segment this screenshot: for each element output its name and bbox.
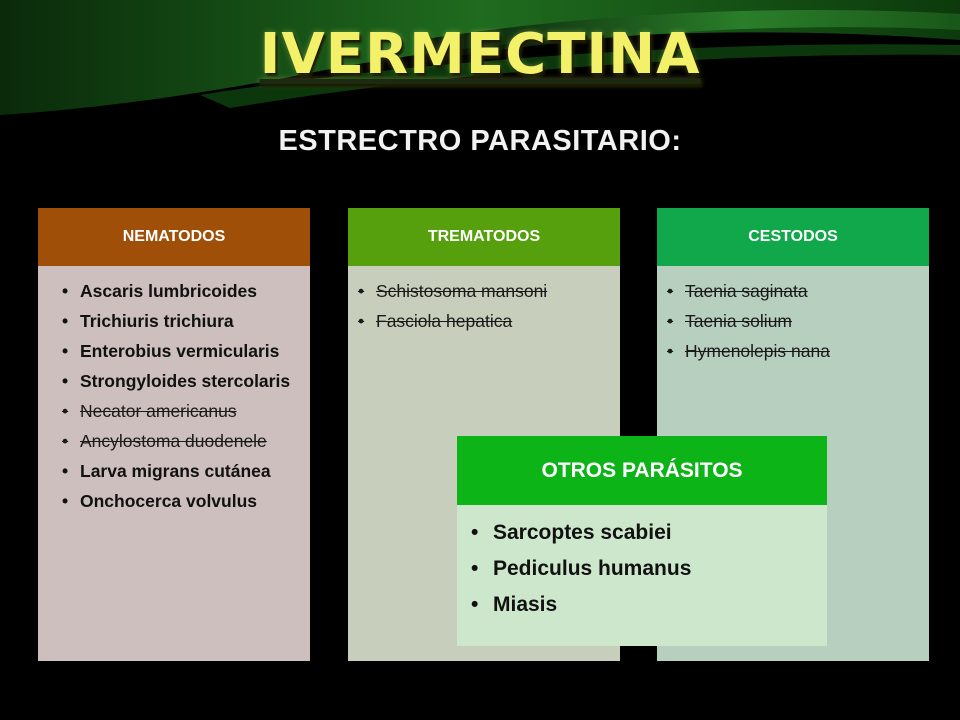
slide-title: IVERMECTINA — [259, 22, 701, 87]
list-item-struck: • Fasciola hepatica — [354, 310, 608, 332]
list-item: • Larva migrans cutánea — [58, 460, 298, 482]
otros-header: OTROS PARÁSITOS — [457, 436, 827, 505]
list-item-struck: • Taenia saginata — [663, 280, 917, 302]
item-list — [657, 266, 929, 362]
slide-subtitle: ESTRECTRO PARASITARIO: — [278, 125, 682, 157]
list-item: • Ascaris lumbricoides — [58, 280, 298, 302]
item-list — [348, 266, 620, 332]
list-item: • Pediculus humanus — [471, 555, 817, 583]
otros-body — [457, 505, 827, 646]
column-nematodos — [38, 208, 310, 661]
column-body — [38, 266, 310, 661]
list-item-struck: • Schistosoma mansoni — [354, 280, 608, 302]
item-list — [38, 266, 310, 512]
otros-parasitos-box — [457, 436, 827, 646]
list-item-struck: • Taenia solium — [663, 310, 917, 332]
list-item: • Miasis — [471, 591, 817, 619]
column-header: NEMATODOS — [38, 208, 310, 266]
column-header: CESTODOS — [657, 208, 929, 266]
list-item-struck: • Necator americanus — [58, 400, 298, 422]
otros-list — [457, 505, 827, 619]
list-item: • Enterobius vermicularis — [58, 340, 298, 362]
list-item-struck: • Hymenolepis nana — [663, 340, 917, 362]
list-item: • Trichiuris trichiura — [58, 310, 298, 332]
list-item-struck: • Ancylostoma duodenele — [58, 430, 298, 452]
list-item: • Onchocerca volvulus — [58, 490, 298, 512]
column-header: TREMATODOS — [348, 208, 620, 266]
list-item: • Strongyloides stercolaris — [58, 370, 298, 392]
list-item: • Sarcoptes scabiei — [471, 519, 817, 547]
